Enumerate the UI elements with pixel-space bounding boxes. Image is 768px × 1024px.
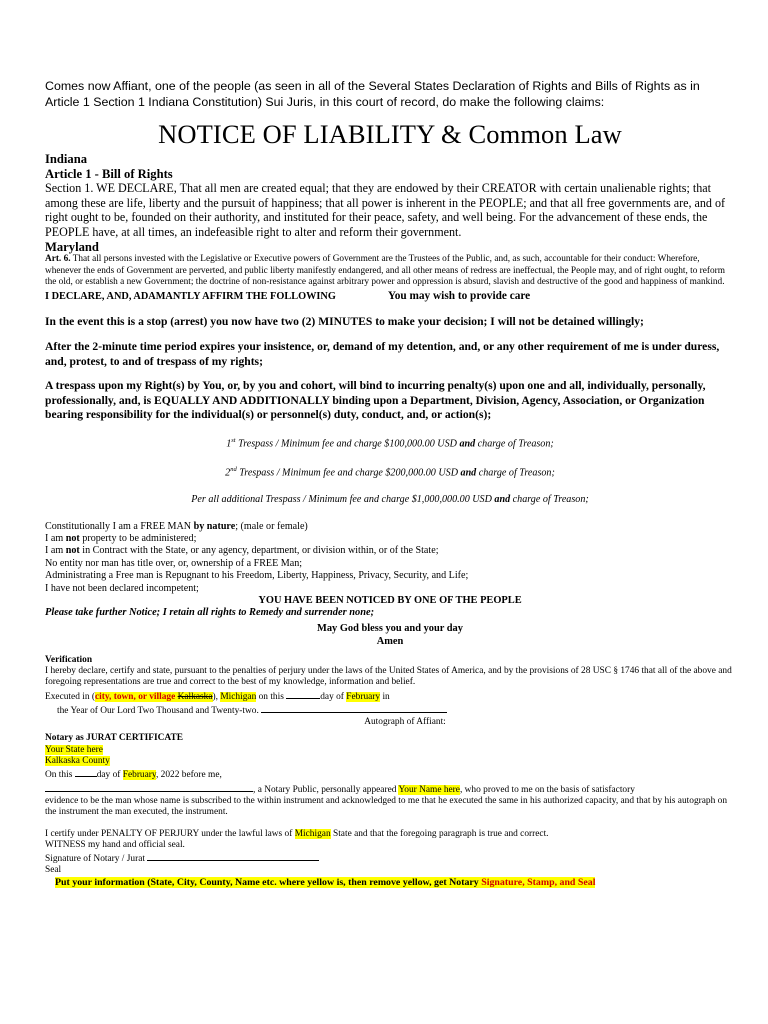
exec-b: ), (212, 691, 221, 702)
on-this-line (45, 767, 735, 781)
noticed-heading: YOU HAVE BEEN NOTICED BY ONE OF THE PEOPLE (258, 595, 522, 607)
exec-city: city, town, or village (94, 691, 178, 702)
jurat-county-text: Kalkaska County (45, 756, 110, 767)
further-notice: Please take further Notice; I retain all rights to Remedy and surrender none; (45, 607, 375, 619)
document-title: NOTICE OF LIABILITY & Common Law (158, 119, 622, 149)
exec-day-blank (286, 689, 320, 699)
witness-line: WITNESS my hand and official seal. (45, 839, 185, 850)
stop-paragraph: In the event this is a stop (arrest) you now have two (2) MINUTES to make your decision; I will not be detained willingly; (45, 314, 644, 328)
indiana-heading: Indiana (45, 152, 88, 166)
fee-second-num: 2 (225, 467, 231, 479)
indiana-article-heading: Article 1 - Bill of Rights (45, 166, 173, 181)
fee-second-and: and (460, 467, 477, 479)
fee-second-treason: charge of Treason; (476, 467, 555, 479)
fm-l1a: Constitutionally I am a FREE MAN (45, 520, 194, 532)
jurat-day-blank (75, 767, 97, 777)
on-this-b: day of (96, 770, 123, 781)
declare-line (45, 290, 735, 303)
fm-l2c: property to be administered; (79, 533, 197, 545)
exec-e: in (380, 691, 390, 702)
year-text: the Year of Our Lord Two Thousand and Twenty-two. (57, 705, 259, 716)
jurat-county (45, 756, 735, 767)
exec-d: day of (320, 691, 347, 702)
indiana-section-1: Section 1. WE DECLARE, That all men are created equal; that they are endowed by their CREATOR with certain unalienable rights; that among these are life, liberty and the pursuit of happiness; that all power is inherent in the PEOPLE; and that all free governments are, and of right ought to be, founded on their authority, and instituted for their peace, safety, and well being. For the advancement of these ends, the PEOPLE have, at all times, an indefeasible right to alter and reform their government. (45, 181, 726, 240)
notary-appeared-line (45, 782, 735, 796)
fee-first-sup: st (231, 436, 236, 444)
certify-line (45, 829, 735, 840)
free-man-line-4: No entity nor man has title over, or, ownership of a FREE Man; (45, 557, 303, 569)
notary-signature-line (45, 851, 735, 865)
fee-first-treason: charge of Treason; (475, 438, 554, 450)
verification-section (45, 655, 735, 729)
seal-label: Seal (45, 865, 62, 876)
art6-label: Art. 6. (45, 254, 71, 265)
notary-evidence: evidence to be the man whose name is subscribed to the within instrument and acknowledged to me that he executed the same in his authorized capacity, and that by his autograph on the instrument the man executed, the instrument. (45, 795, 728, 818)
exec-kalkaska: Kalkaska (177, 691, 213, 702)
affiant-signature-line (261, 703, 447, 713)
notary-a: , a Notary Public, personally appeared (253, 784, 399, 795)
fm-l3a: I am (45, 545, 66, 557)
provide-care: You may wish to provide care (387, 289, 531, 302)
instruction-main: Put your information (State, City, County, Name etc. where yellow is, then remove yellow, get Notary (55, 876, 482, 888)
fee-additional-trespass (45, 494, 735, 506)
notary-signature-blank (147, 851, 319, 861)
jurat-section (45, 733, 735, 888)
fee-additional-and: and (494, 493, 511, 505)
free-man-statements (45, 521, 735, 595)
free-man-line-3 (45, 545, 735, 557)
jurat-heading: Notary as JURAT CERTIFICATE (45, 733, 183, 744)
amen: Amen (376, 636, 404, 648)
fm-l3c: in Contract with the State, or any agency, department, or division within, or of the State; (79, 545, 439, 557)
exec-michigan: Michigan (220, 691, 257, 702)
free-man-line-2 (45, 533, 735, 545)
instruction-line (55, 877, 735, 889)
exec-c: on this (256, 691, 287, 702)
year-line (45, 703, 735, 717)
document-page (45, 78, 735, 889)
fee-additional-treason: charge of Treason; (510, 493, 589, 505)
verification-heading: Verification (45, 654, 93, 665)
maryland-article-6 (45, 254, 735, 288)
certify-a: I certify under PENALTY OF PERJURY under the lawful laws of (45, 828, 295, 839)
fee-second-text: Trespass / Minimum fee and charge $200,000.00 USD (236, 467, 461, 479)
certify-michigan: Michigan (294, 828, 331, 839)
executed-line (45, 689, 735, 703)
free-man-line-1 (45, 521, 735, 533)
free-man-line-6: I have not been declared incompetent; (45, 582, 199, 594)
instruction-red: Signature, Stamp, and Seal (481, 876, 596, 888)
art6-text: That all persons invested with the Legislative or Executive powers of Government are the Trustees of the Public, and, as such, accountable for their conduct: Wherefore, whenever the ends of Government are perverted, and public liberty manifestly endangered, and all other means of redress are ineffectual, the People may, and of right ought, to reform the old, or establish a new Government; the doctrine of non-resistance against arbitrary power and oppression is absurd, slavish and destructive of the good and happiness of mankind. (45, 254, 725, 287)
exec-city-highlight (95, 692, 213, 702)
fee-first-text: Trespass / Minimum fee and charge $100,000.00 USD (235, 438, 460, 450)
fee-additional-text: Per all additional Trespass / Minimum fee and charge $1,000,000.00 USD (191, 493, 495, 505)
duress-paragraph: After the 2-minute time period expires your insistence, or, demand of my detention, and, or any other requirement of me is under duress, and, protest, to and of trespass of my rights; (45, 340, 720, 368)
fee-second-trespass (45, 464, 735, 479)
notary-b: , who proved to me on the basis of satisfactory (459, 784, 635, 795)
fee-first-and: and (459, 438, 476, 450)
jurat-state (45, 745, 735, 756)
fm-l3b: not (65, 545, 80, 557)
fm-l1b: by nature (193, 520, 236, 532)
fee-first-num: 1 (226, 438, 232, 450)
fm-l1c: ; (male or female) (235, 520, 308, 532)
trespass-paragraph: A trespass upon my Right(s) by You, or, by you and cohort, will bind to incurring penalty(s) upon one and all, individually, personally, professionally, and, is EQUALLY AND ADDITIONALLY binding upon a Department, Division, Agency, Association, or Organization bearing responsibility for the individual(s) or personnel(s) duty, conduct, and, or action(s); (45, 379, 706, 422)
jurat-state-text: Your State here (45, 744, 103, 755)
intro-paragraph: Comes now Affiant, one of the people (as seen in all of the Several States Declaration of Rights and Bills of Rights as in Article 1 Section 1 Indiana Constitution) Sui Juris, in this court of record, do make the following claims: (45, 79, 700, 109)
autograph-label: Autograph of Affiant: (364, 717, 446, 728)
maryland-heading: Maryland (45, 239, 99, 254)
certify-b: State and that the foregoing paragraph is true and correct. (330, 828, 549, 839)
on-this-a: On this (45, 770, 75, 781)
exec-a: Executed in ( (45, 691, 95, 702)
god-bless: May God bless you and your day (317, 622, 463, 634)
signature-label: Signature of Notary / Jurat (45, 854, 148, 865)
free-man-line-5: Administrating a Free man is Repugnant to his Freedom, Liberty, Happiness, Privacy, Security, and Life; (45, 570, 469, 582)
notary-name-blank (45, 782, 253, 792)
jurat-your-name: Your Name here (398, 784, 460, 795)
instruction-highlight (55, 877, 595, 888)
declare-affirm: I DECLARE, AND, ADAMANTLY AFFIRM THE FOLLOWING (45, 290, 336, 302)
fm-l2b: not (65, 533, 80, 545)
fee-first-trespass (45, 435, 735, 450)
fee-second-sup: nd (230, 466, 237, 474)
fm-l2a: I am (45, 533, 66, 545)
exec-february: February (346, 691, 381, 702)
verification-text: I hereby declare, certify and state, pursuant to the penalties of perjury under the laws of the United States of America, and by the provisions of 28 USC § 1746 that all of the above and foregoing representations are true and correct to the best of my knowledge, information and belief. (45, 666, 732, 688)
jurat-february: February (122, 770, 156, 781)
on-this-c: , 2022 before me, (155, 770, 222, 781)
